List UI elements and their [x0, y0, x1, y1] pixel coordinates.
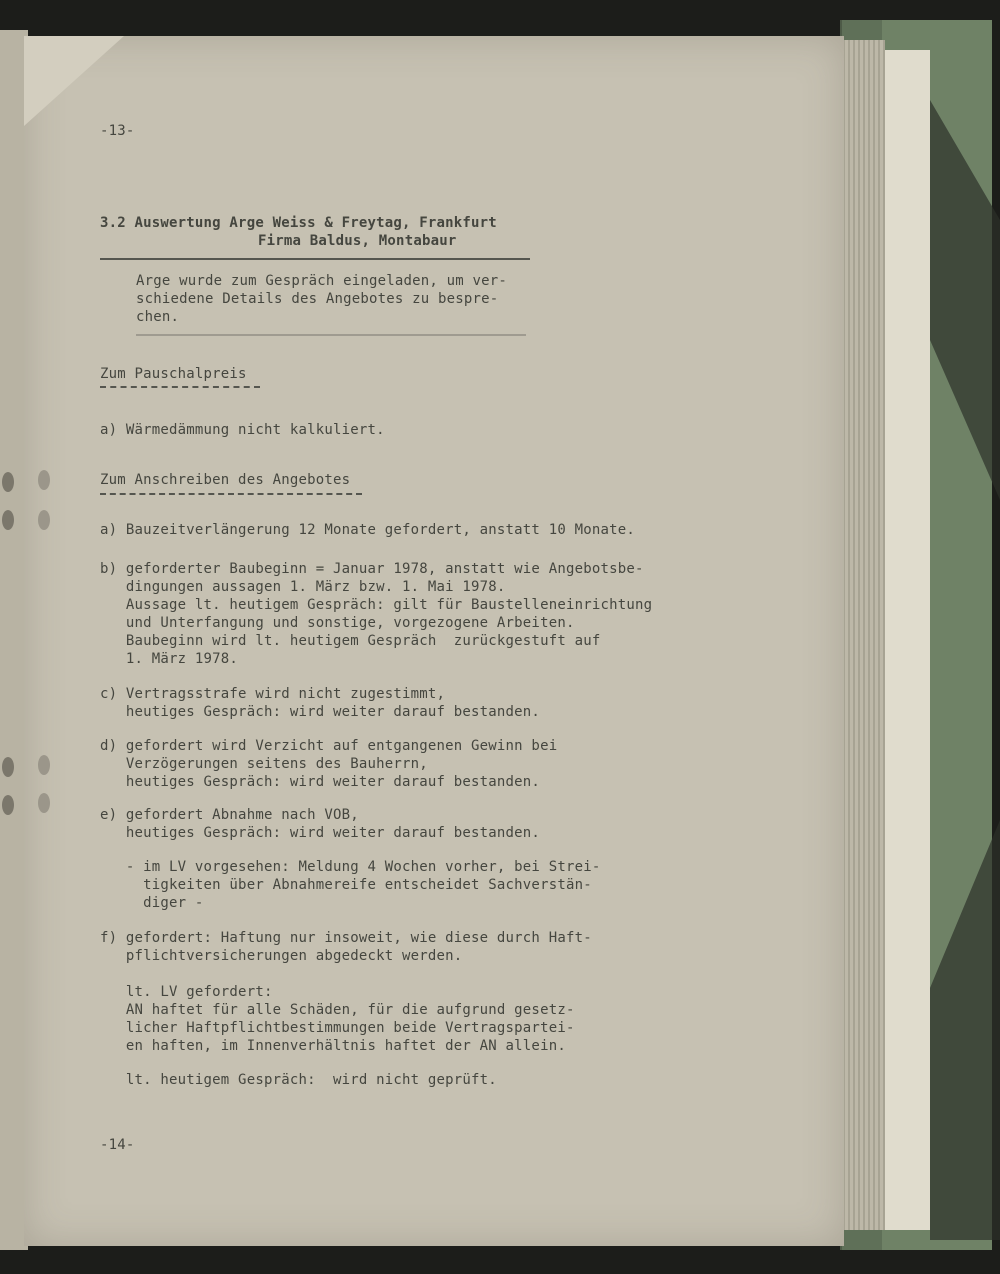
heading-pauschalpreis: Zum Pauschalpreis	[100, 366, 247, 382]
list-item: e) gefordert Abnahme nach VOB,	[100, 807, 359, 823]
list-item: - im LV vorgesehen: Meldung 4 Wochen vorher, bei Strei-	[100, 859, 601, 875]
page-number-top: -13-	[100, 123, 135, 139]
list-item: en haften, im Innenverhältnis haftet der AN allein.	[100, 1038, 566, 1054]
section-heading-line1: 3.2 Auswertung Arge Weiss & Freytag, Frankfurt	[100, 215, 497, 231]
list-item: heutiges Gespräch: wird weiter darauf bestanden.	[100, 825, 541, 841]
list-item: AN haftet für alle Schäden, für die aufgrund gesetz-	[100, 1002, 575, 1018]
intro-line: schiedene Details des Angebotes zu bespre-	[136, 291, 499, 307]
list-item: heutiges Gespräch: wird weiter darauf bestanden.	[100, 774, 541, 790]
list-item: f) gefordert: Haftung nur insoweit, wie diese durch Haft-	[100, 930, 592, 946]
list-item: Baubeginn wird lt. heutigem Gespräch zurückgestuft auf	[100, 633, 601, 649]
list-item: heutiges Gespräch: wird weiter darauf bestanden.	[100, 704, 541, 720]
heading-anschreiben: Zum Anschreiben des Angebotes	[100, 472, 351, 488]
list-item: tigkeiten über Abnahmereife entscheidet Sachverstän-	[100, 877, 592, 893]
list-item: b) geforderter Baubeginn = Januar 1978, anstatt wie Angebotsbe-	[100, 561, 644, 577]
list-item: lt. LV gefordert:	[100, 984, 273, 1000]
list-item: dingungen aussagen 1. März bzw. 1. Mai 1978.	[100, 579, 506, 595]
intro-line: Arge wurde zum Gespräch eingeladen, um ver-	[136, 273, 508, 289]
list-item: und Unterfangung und sonstige, vorgezogene Arbeiten.	[100, 615, 575, 631]
intro-line: chen.	[136, 309, 180, 325]
list-item: Aussage lt. heutigem Gespräch: gilt für Baustelleneinrichtung	[100, 597, 653, 613]
list-item: diger -	[100, 895, 204, 911]
section-heading-line2: Firma Baldus, Montabaur	[258, 233, 457, 249]
list-item: Verzögerungen seitens des Bauherrn,	[100, 756, 428, 772]
page-number-bottom: -14-	[100, 1137, 135, 1153]
list-item: d) gefordert wird Verzicht auf entgangenen Gewinn bei	[100, 738, 558, 754]
list-item: pflichtversicherungen abgedeckt werden.	[100, 948, 463, 964]
list-item: licher Haftpflichtbestimmungen beide Vertragspartei-	[100, 1020, 575, 1036]
pauschal-item-a: a) Wärmedämmung nicht kalkuliert.	[100, 422, 385, 438]
list-item: c) Vertragsstrafe wird nicht zugestimmt,	[100, 686, 446, 702]
list-item: a) Bauzeitverlängerung 12 Monate gefordert, anstatt 10 Monate.	[100, 522, 635, 538]
list-item: lt. heutigem Gespräch: wird nicht geprüft.	[100, 1072, 497, 1088]
list-item: 1. März 1978.	[100, 651, 239, 667]
